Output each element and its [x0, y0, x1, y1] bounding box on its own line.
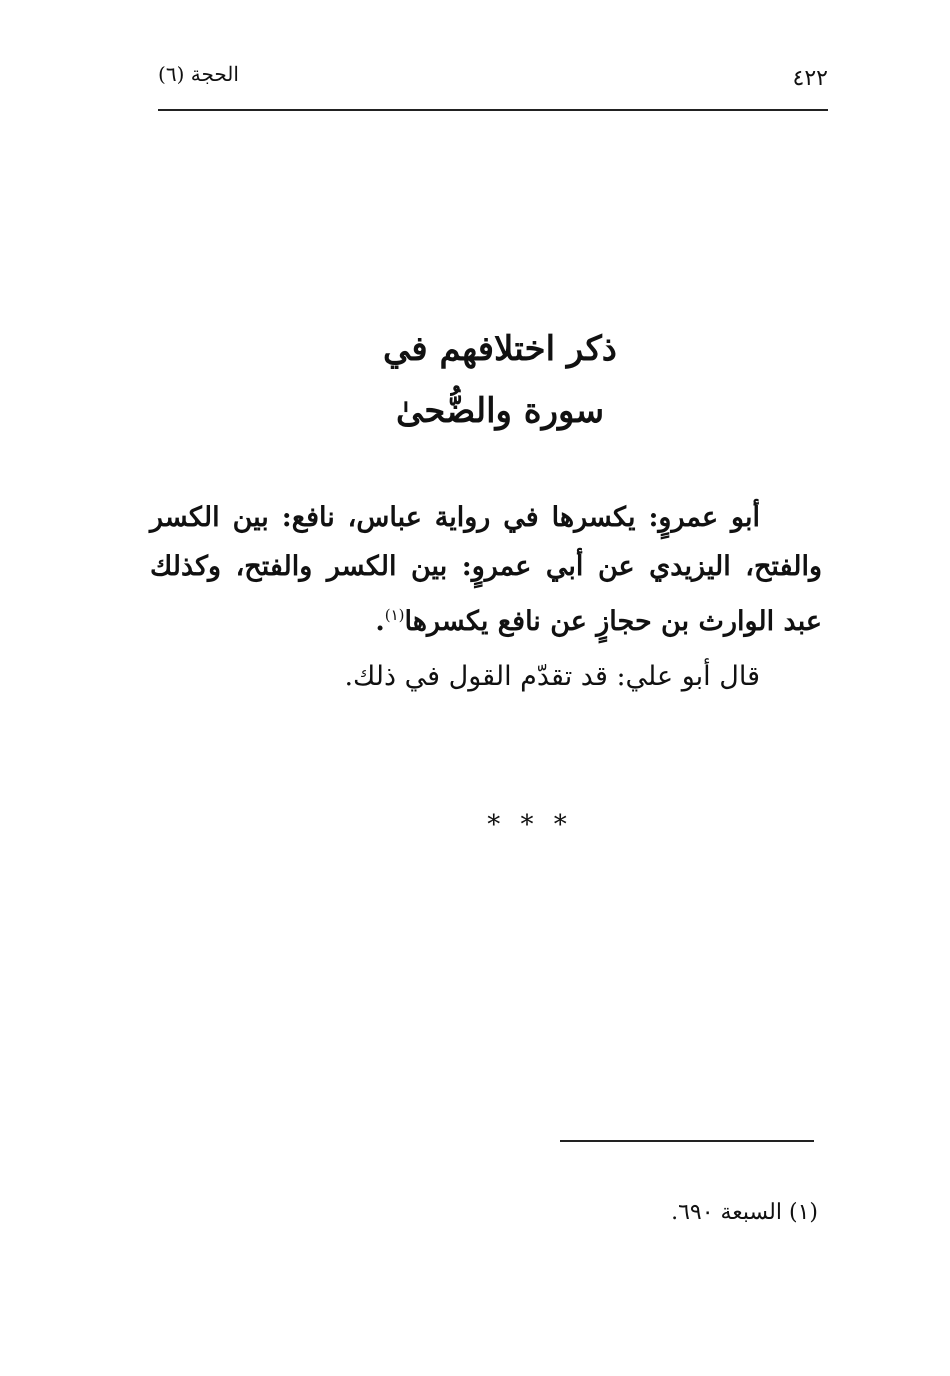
paragraph-end-punctuation: . [375, 606, 385, 637]
paragraph-readings-text: أبو عمروٍ: يكسرها في رواية عباس، نافع: بين الكسر والفتح، اليزيدي عن أبي عمروٍ: بين الكسر والفتح، وكذلك عبد الوارث بن حجازٍ عن نافع يكسرها [150, 502, 822, 637]
body-text [150, 493, 822, 701]
footnote-reference: (١) [384, 606, 405, 624]
running-head [158, 62, 828, 92]
paragraph-readings [150, 493, 822, 646]
footnote-1: (١) السبعة ٦٩٠. [671, 1200, 818, 1225]
paragraph-commentary: قال أبو علي: قد تقدّم القول في ذلك. [344, 661, 760, 692]
footnote-rule [560, 1140, 814, 1142]
chapter-heading [200, 318, 800, 442]
book-title: الحجة (٦) [158, 62, 239, 86]
header-rule [158, 109, 828, 111]
page-number: ٤٢٢ [792, 66, 828, 91]
section-separator: * * * [487, 810, 573, 840]
chapter-title-line-1: ذكر اختلافهم في [383, 329, 617, 369]
chapter-title-line-2: سورة والضُّحىٰ [395, 391, 605, 431]
